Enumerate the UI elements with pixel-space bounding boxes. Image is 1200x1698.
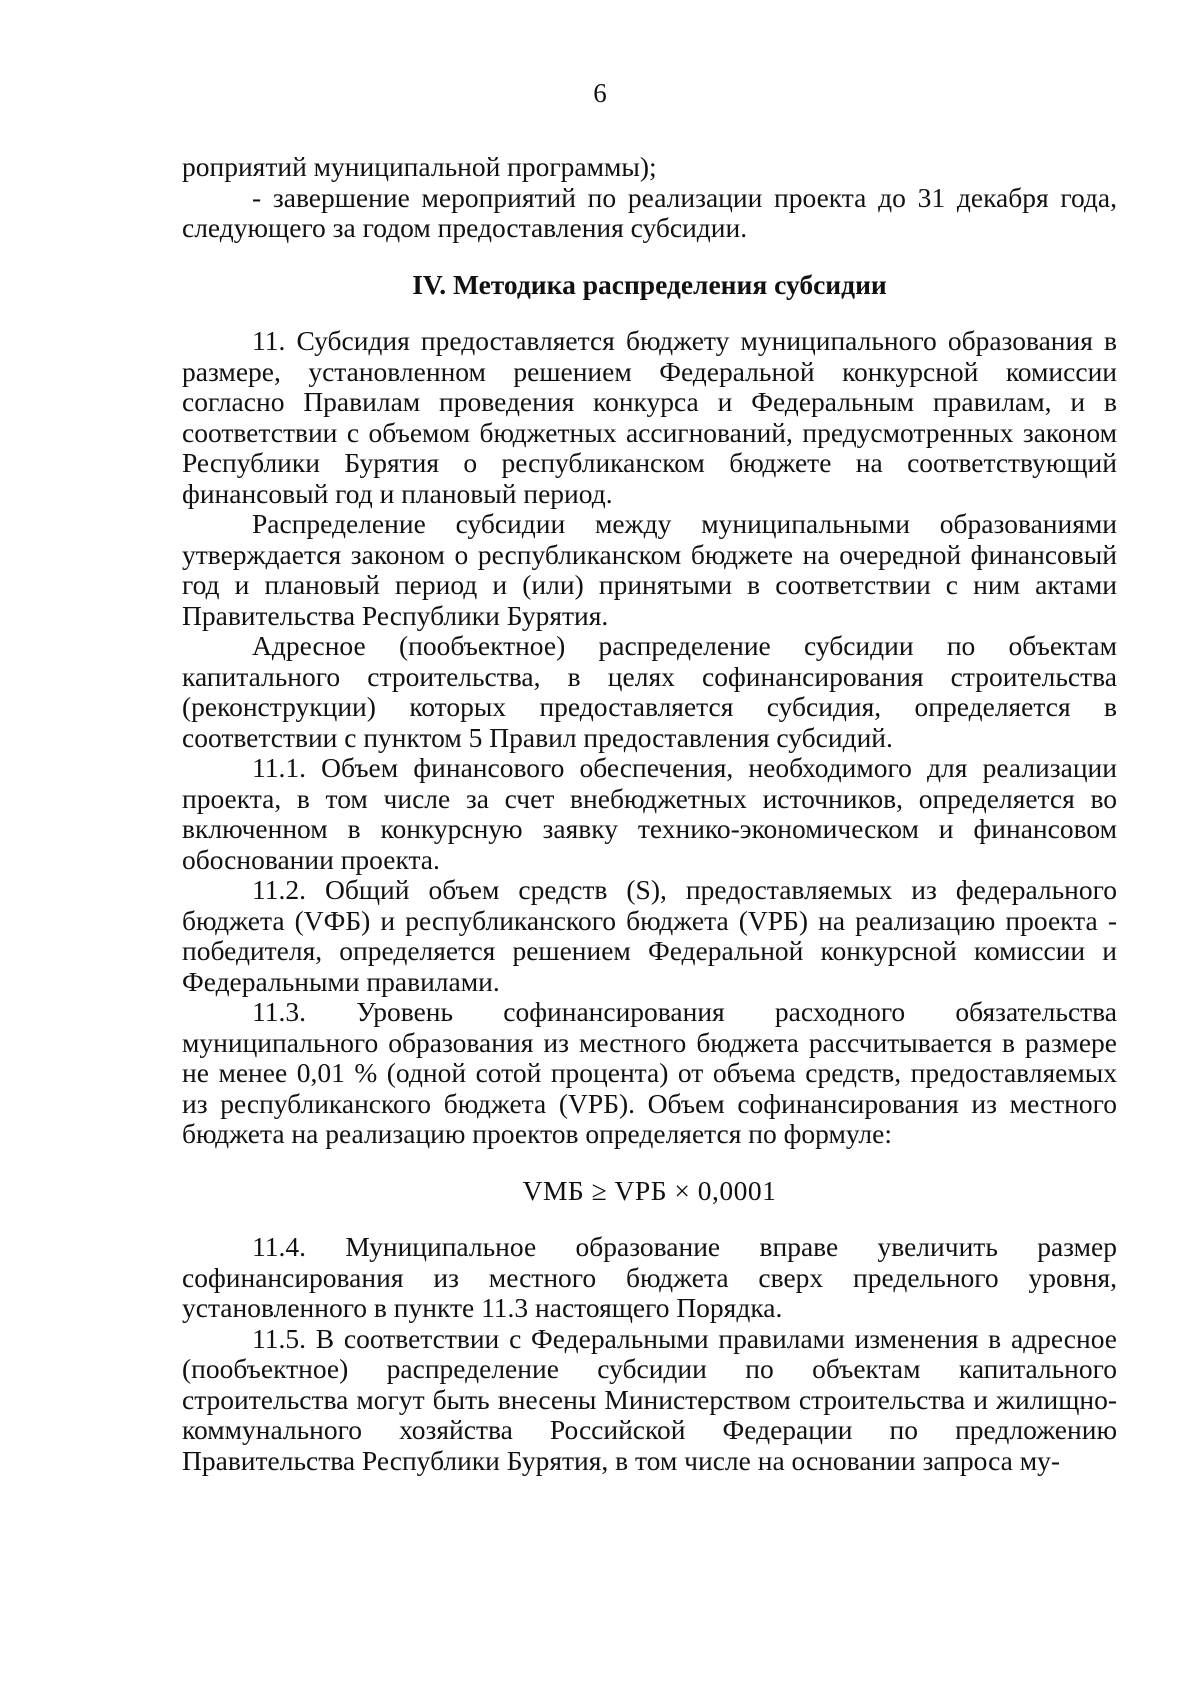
paragraph-11-4: 11.4. Муниципальное образование вправе увеличить размер софинансирования из местного бюджета сверх предельного уровня, установленного в пункте 11.3 настоящего Порядка. (182, 1231, 1117, 1323)
paragraph-11-2: 11.2. Общий объем средств (S), предоставляемых из федерального бюджета (VФБ) и республиканского бюджета (VРБ) на реализацию проекта - победителя, определяется решением Федеральной конкурсной комиссии и Федеральными правилами. (182, 874, 1117, 997)
paragraph-continuation: роприятий муниципальной программы); (182, 151, 657, 182)
document-body (182, 152, 1117, 1476)
paragraph-distribution: Распределение субсидии между муниципальными образованиями утверждается законом о республиканском бюджете на очередной финансовый год и плановый период и (или) принятыми в соответствии с ним актами Правительства Республики Бурятия. (182, 508, 1117, 631)
paragraph-address-distribution: Адресное (пообъектное) распределение субсидии по объектам капитального строительства, в целях софинансирования строительства (реконструкции) которых предоставляется субсидия, определяется в соответствии с пунктом 5 Правил предоставления субсидий. (182, 630, 1117, 753)
paragraph-11-5: 11.5. В соответствии с Федеральными правилами изменения в адресное (пообъектное) распределение субсидии по объектам капитального строительства могут быть внесены Министерством строительства и жилищно-коммунального хозяйства Российской Федерации по предложению Правительства Республики Бурятия, в том числе на основании запроса му- (182, 1322, 1117, 1476)
page-number: 6 (593, 78, 607, 108)
paragraph-11: 11. Субсидия предоставляется бюджету муниципального образования в размере, установленном решением Федеральной конкурсной комиссии согласно Правилам проведения конкурса и Федеральным правилам, и в соответствии с объемом бюджетных ассигнований, предусмотренных законом Республики Бурятия о республиканском бюджете на соответствующий финансовый год и плановый период. (182, 325, 1117, 509)
section-heading: IV. Методика распределения субсидии (412, 268, 887, 300)
paragraph-11-1: 11.1. Объем финансового обеспечения, необходимого для реализации проекта, в том числе за счет внебюджетных источников, определяется во включенном в конкурсную заявку технико-экономическом и финансовом обосновании проекта. (182, 752, 1117, 875)
paragraph-completion-item: - завершение мероприятий по реализации проекта до 31 декабря года, следующего за годом предоставления субсидии. (182, 181, 1117, 243)
paragraph-11-3: 11.3. Уровень софинансирования расходного обязательства муниципального образования из местного бюджета рассчитывается в размере не менее 0,01 % (одной сотой процента) от объема средств, предоставляемых из республиканского бюджета (VРБ). Объем софинансирования из местного бюджета на реализацию проектов определяется по формуле: (182, 996, 1117, 1149)
formula: VМБ ≥ VРБ × 0,0001 (522, 1174, 777, 1206)
